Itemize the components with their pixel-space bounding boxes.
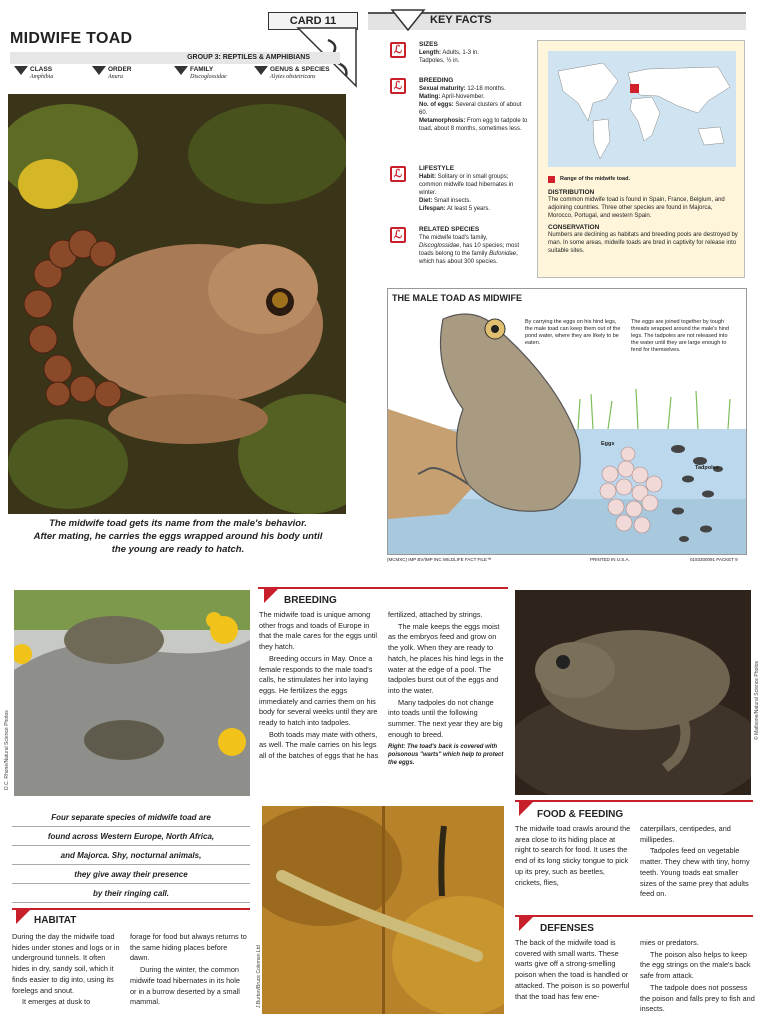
family-field: FAMILY Discoglossidae bbox=[190, 66, 227, 80]
distribution-text: The common midwife toad is found in Spain, France, Belgium, and adjoining countries. Three other species are found in Majorca, Morocco, Portugal, and western Spain. bbox=[548, 197, 725, 219]
breeding-icon: ℒ bbox=[390, 78, 406, 94]
page-title: MIDWIFE TOAD bbox=[10, 30, 133, 47]
right-photo-credit: © Matlsone/Natural Science Photos bbox=[754, 660, 760, 740]
toad-closeup-photo bbox=[515, 590, 751, 795]
left-photo-credit: D.C. Rhone/Natural Science Photos bbox=[4, 710, 10, 790]
main-toad-photo bbox=[8, 94, 346, 514]
defenses-col-1: The back of the midwife toad is covered with small warts. These warts give off a strong-smelling poison when the toad is handled or attacked. The poison is so powerful that the toad has few ene- bbox=[515, 938, 630, 1001]
habitat-marker-icon bbox=[16, 910, 30, 924]
range-legend-swatch bbox=[548, 176, 555, 183]
related-species-icon: ℒ bbox=[390, 227, 406, 243]
tadpoles-label: Tadpoles bbox=[695, 465, 719, 471]
mid-photo-credit: J.Burton/Bruce Coleman Ltd bbox=[256, 945, 262, 1008]
order-field: ORDER Anura bbox=[108, 66, 131, 80]
toads-on-rock-photo bbox=[14, 590, 250, 796]
habitat-title: HABITAT bbox=[34, 915, 77, 926]
related-species-fact: RELATED SPECIES The midwife toad's family, Discoglossidae, has 10 species; most toads belong to the family Bufonidae, which has about 300 species. bbox=[419, 226, 520, 265]
male-toad-illustration bbox=[387, 288, 747, 555]
breeding-fact: BREEDING Sexual maturity: 12-18 months. Mating: April-November. No. of eggs: Several clusters of about 60. Metamorphosis: From egg to tadpole to toad, about 8 months, sometimes less. bbox=[419, 77, 528, 132]
species-quote: Four separate species of midwife toad are found across Western Europe, North Africa, and Majorca. Shy, nocturnal animals, they give away their presence by their ringing call. bbox=[12, 808, 250, 903]
breeding-right-caption: Right: The toad's back is covered with poisonous "warts" which help to protect the eggs. bbox=[388, 744, 504, 767]
breeding-marker-icon bbox=[264, 589, 278, 603]
conservation-text: Numbers are declining as habitats and breeding pools are destroyed by man. In some areas, midwife toads are bred in captivity for release into suitable sites. bbox=[548, 232, 738, 254]
defenses-marker-icon bbox=[519, 917, 533, 931]
breeding-col-1: The midwife toad is unique among other frogs and toads of Europe in that the male cares for the eggs until they hatch. Breeding occurs in May. Once a female responds to the male toad's calls, he stimulates her into laying eggs. He fertilizes the eggs immediately and carries them on his body for several weeks until they are ready to hatch into tadpoles. Both toads may mate with others, as well. The male carries on his legs all of the batches of eggs that he has bbox=[259, 610, 379, 761]
habitat-col-2: forage for food but always returns to the same hiding places before dawn. During the winter, the common midwife toad hibernates in its hole or in a burrow deserted by a small mammal. bbox=[130, 932, 247, 1007]
card-number: CARD 11 bbox=[268, 12, 358, 30]
tadpole-photo bbox=[262, 806, 504, 1014]
male-toad-title: THE MALE TOAD AS MIDWIFE bbox=[392, 293, 522, 303]
habitat-rule bbox=[12, 908, 250, 910]
food-title: FOOD & FEEDING bbox=[537, 809, 624, 820]
conservation-heading: CONSERVATION bbox=[548, 224, 600, 231]
defenses-col-2: mies or predators. The poison also helps to keep the egg strings on the male's back safe from attack. The tadpole does not possess the poison and falls prey to fish and insects. bbox=[640, 938, 755, 1014]
sizes-icon: ℒ bbox=[390, 42, 406, 58]
key-facts-flag-icon bbox=[390, 8, 426, 32]
food-marker-icon bbox=[519, 802, 533, 816]
copyright-credit: (MCMXC) IMP BV/IMP INC WILDLIFE FACT FILE™ bbox=[387, 557, 492, 562]
breeding-rule bbox=[258, 587, 508, 589]
group-label: GROUP 3: REPTILES & AMPHIBIANS bbox=[10, 52, 340, 64]
world-map bbox=[548, 51, 736, 167]
food-rule bbox=[515, 800, 753, 802]
habitat-col-1: During the day the midwife toad hides under stones and logs or in underground tunnels. It often hides in dry, sandy soil, which it finds easier to dig into, using its forelegs and snout. It emerges at dusk to bbox=[12, 932, 120, 1007]
lifestyle-fact: LIFESTYLE Habit: Solitary or in small groups; common midwife toad hibernates in winter. Diet: Small insects. Lifespan: At least 5 years. bbox=[419, 165, 514, 212]
distribution-panel bbox=[537, 40, 745, 278]
food-col-1: The midwife toad crawls around the area close to its hiding place at night to search for food. It uses the end of its long sticky tongue to pick up its prey, such as beetles, crickets, flies, bbox=[515, 824, 631, 887]
printed-credit: PRINTED IN U.S.A. bbox=[590, 557, 630, 562]
class-field: CLASS Amphibia bbox=[30, 66, 53, 80]
range-legend-label: Range of the midwife toad. bbox=[560, 176, 630, 182]
key-facts-title: KEY FACTS bbox=[430, 14, 492, 26]
defenses-title: DEFENSES bbox=[540, 923, 594, 934]
lifestyle-icon: ℒ bbox=[390, 166, 406, 182]
genus-species-field: GENUS & SPECIES Alytes obstetricans bbox=[270, 66, 330, 80]
breeding-title: BREEDING bbox=[284, 595, 337, 606]
male-toad-note-1: By carrying the eggs on his hind legs, the male toad can keep them out of the pond water, where they are likely to be eaten. bbox=[525, 319, 621, 346]
food-col-2: caterpillars, centipedes, and millipedes. Tadpoles feed on vegetable matter. They chew with tiny, horny teeth. Young toads eat smaller sizes of the same prey that adults feed on. bbox=[640, 824, 750, 899]
main-photo-caption: The midwife toad gets its name from the male's behavior. After mating, he carries the eggs wrapped around his body until the young are ready to hatch. bbox=[33, 518, 323, 555]
distribution-heading: DISTRIBUTION bbox=[548, 189, 595, 196]
male-toad-note-2: The eggs are joined together by tough threads wrapped around the male's hind legs. The tadpoles are not released into the water until they are large enough to fend for themselves. bbox=[631, 319, 729, 353]
breeding-col-2: fertilized, attached by strings. The male keeps the eggs moist as the embryos feed and grow on the yolk. When they are ready to hatch, he places his hind legs in the water at the edge of a pool. The tadpoles burst out of the eggs and into the water. Many tadpoles do not change into toads until the following summer. The next year they are big enough to breed. Right: The toad's back is covered with poisonous "warts" which help to protect the eggs. bbox=[388, 610, 506, 768]
defenses-rule bbox=[515, 915, 753, 917]
eggs-label: Eggs bbox=[601, 441, 615, 447]
packet-credit: 0193300091 PACKET 9 bbox=[690, 557, 738, 562]
sizes-fact: SIZES Length: Adults, 1-3 in. Tadpoles, ½ in. bbox=[419, 41, 480, 64]
